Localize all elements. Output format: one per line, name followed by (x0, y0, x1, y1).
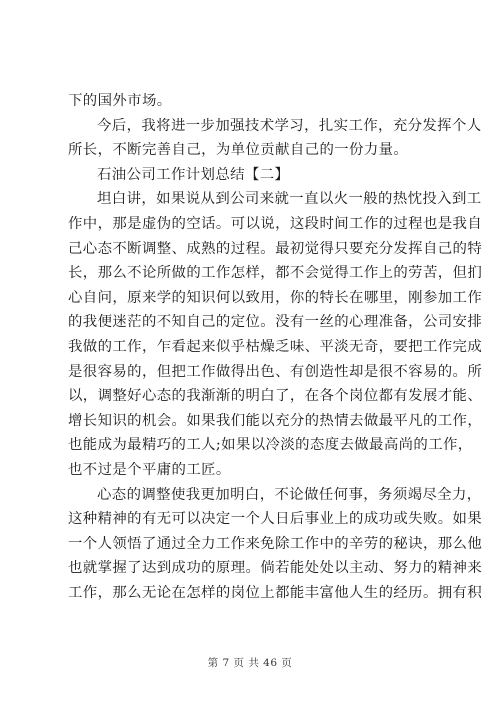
text-line: 坦白讲，如果说从到公司来就一直以火一般的热忱投入到工 (97, 191, 482, 208)
text-line: 今后，我将进一步加强技术学习，扎实工作，充分发挥个人 (97, 117, 482, 134)
text-line: 心态的调整使我更加明白，不论做任何事，务须竭尽全力， (97, 486, 482, 503)
text-line: 这种精神的有无可以决定一个人日后事业上的成功或失败。如果 (68, 511, 483, 528)
section-heading: 石油公司工作计划总结【二】 (97, 166, 290, 183)
text-line: 增长知识的机会。如果我们能以充分的热情去做最平凡的工作， (68, 412, 483, 429)
text-line: 也不过是个平庸的工匠。 (68, 461, 231, 478)
text-line: 是很容易的，但把工作做得出色、有创造性却是很不容易的。所 (68, 363, 483, 380)
document-body (68, 89, 483, 605)
text-line: 也就掌握了达到成功的原理。倘若能处处以主动、努力的精神来 (68, 560, 483, 577)
text-line: 下的国外市场。 (68, 93, 172, 109)
text-line: 己心态不断调整、成熟的过程。最初觉得只要充分发挥自己的特 (68, 240, 483, 257)
text-line: 心自问，原来学的知识何以致用，你的特长在哪里，刚参加工作 (68, 289, 483, 306)
text-line: 也能成为最精巧的工人;如果以冷淡的态度去做最高尚的工作， (68, 437, 473, 454)
text-line: 我做的工作，乍看起来似乎枯燥乏味、平淡无奇，要把工作完成 (68, 338, 483, 355)
text-line: 工作，那么无论在怎样的岗位上都能丰富他人生的经历。拥有积 (68, 584, 483, 601)
text-line: 作中，那是虚伪的空话。可以说，这段时间工作的过程也是我自 (68, 215, 483, 232)
page-number-footer: 第 7 页 共 46 页 (207, 657, 293, 669)
text-line: 一个人领悟了通过全力工作来免除工作中的辛劳的秘诀，那么他 (68, 535, 483, 552)
text-line: 以，调整好心态的我渐渐的明白了，在各个岗位都有发展才能、 (68, 388, 483, 405)
text-line: 的我便迷茫的不知自己的定位。没有一丝的心理准备，公司安排 (68, 314, 483, 331)
text-line: 所长，不断完善自己，为单位贡献自己的一份力量。 (68, 142, 409, 159)
text-line: 长，那么不论所做的工作怎样，都不会觉得工作上的劳苦，但扪 (68, 265, 483, 282)
